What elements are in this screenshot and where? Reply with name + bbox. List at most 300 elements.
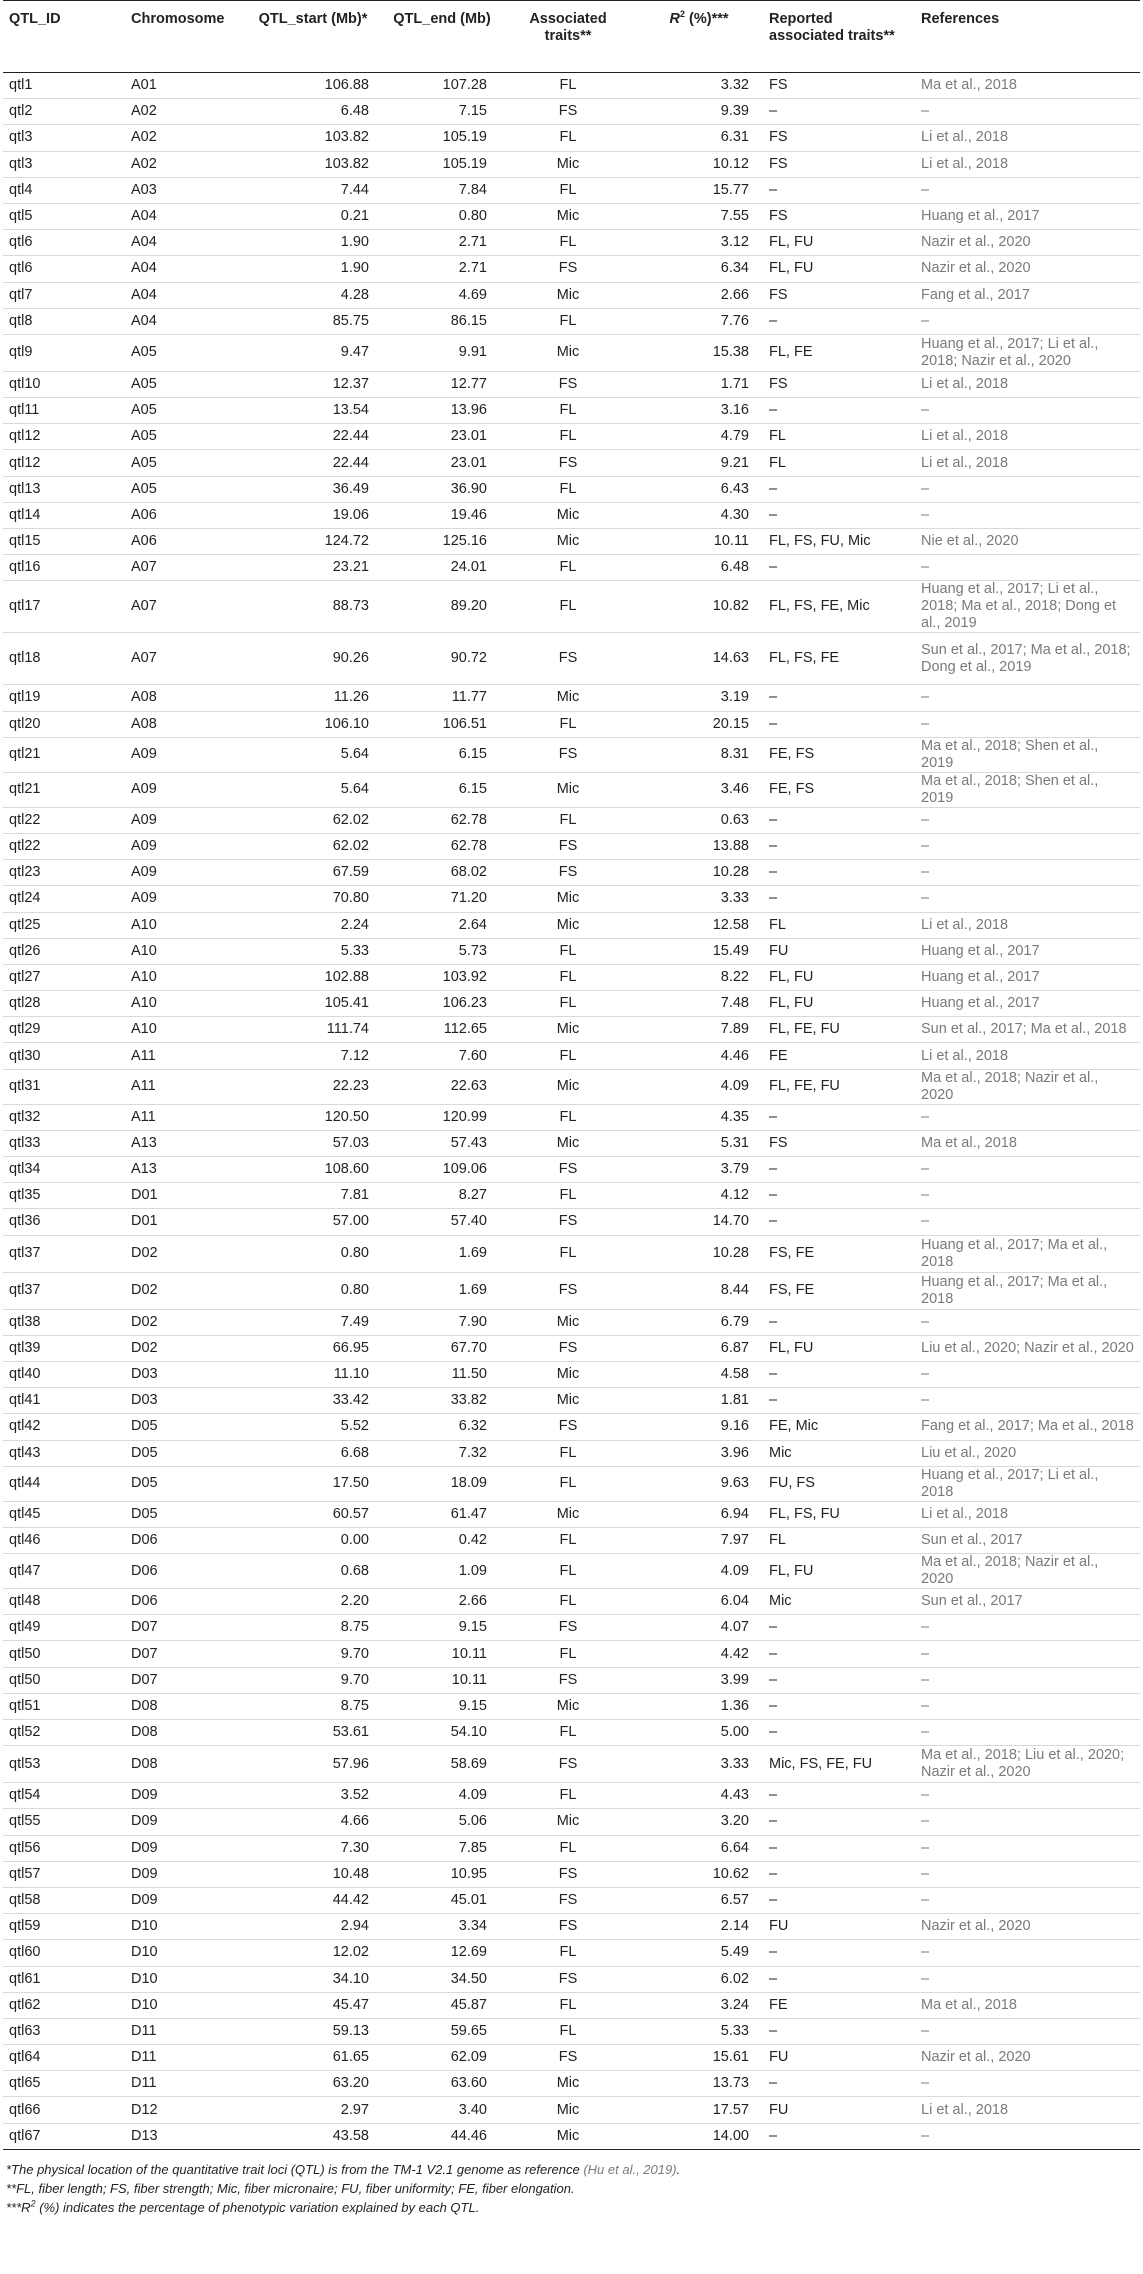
cell-associated-traits: FS	[501, 1414, 635, 1440]
cell-associated-traits: FL	[501, 1940, 635, 1966]
cell-qtl-end: 62.78	[383, 807, 501, 833]
cell-references[interactable]: Huang et al., 2017	[915, 203, 1140, 229]
cell-references: –	[915, 2071, 1140, 2097]
cell-reported-traits: FL, FU	[763, 964, 915, 990]
cell-associated-traits: FS	[501, 1157, 635, 1183]
cell-qtl-end: 7.32	[383, 1440, 501, 1466]
cell-references[interactable]: Nazir et al., 2020	[915, 230, 1140, 256]
cell-chromosome: A10	[125, 1017, 243, 1043]
cell-qtl-start: 8.75	[243, 1693, 383, 1719]
cell-references[interactable]: Sun et al., 2017	[915, 1589, 1140, 1615]
cell-associated-traits: Mic	[501, 2123, 635, 2149]
cell-references[interactable]: Li et al., 2018	[915, 125, 1140, 151]
cell-references[interactable]: Li et al., 2018	[915, 1043, 1140, 1069]
cell-reported-traits: –	[763, 1615, 915, 1641]
cell-qtl-start: 59.13	[243, 2018, 383, 2044]
table-row	[3, 1017, 1140, 1043]
cell-references: –	[915, 1966, 1140, 1992]
cell-chromosome: A04	[125, 203, 243, 229]
cell-r2: 3.33	[635, 1746, 763, 1783]
cell-qtl-id: qtl28	[3, 991, 125, 1017]
cell-references[interactable]: Sun et al., 2017	[915, 1527, 1140, 1553]
cell-references: –	[915, 1361, 1140, 1387]
cell-reported-traits: FL, FU	[763, 991, 915, 1017]
cell-associated-traits: Mic	[501, 282, 635, 308]
cell-associated-traits: Mic	[501, 1388, 635, 1414]
cell-qtl-id: qtl17	[3, 581, 125, 633]
cell-chromosome: A04	[125, 308, 243, 334]
cell-r2: 13.88	[635, 833, 763, 859]
cell-qtl-start: 2.94	[243, 1914, 383, 1940]
cell-chromosome: A09	[125, 772, 243, 807]
cell-associated-traits: FL	[501, 711, 635, 737]
table-row	[3, 1746, 1140, 1783]
table-row	[3, 1272, 1140, 1309]
cell-qtl-id: qtl46	[3, 1527, 125, 1553]
cell-chromosome: A02	[125, 99, 243, 125]
cell-references: –	[915, 860, 1140, 886]
table-row	[3, 1235, 1140, 1272]
table-row	[3, 99, 1140, 125]
cell-qtl-start: 66.95	[243, 1335, 383, 1361]
cell-references[interactable]: Fang et al., 2017	[915, 282, 1140, 308]
cell-r2: 3.12	[635, 230, 763, 256]
table-row	[3, 1130, 1140, 1156]
cell-references: –	[915, 1693, 1140, 1719]
cell-chromosome: A05	[125, 334, 243, 371]
cell-qtl-end: 2.71	[383, 256, 501, 282]
cell-references[interactable]: Liu et al., 2020	[915, 1440, 1140, 1466]
cell-associated-traits: FS	[501, 1667, 635, 1693]
cell-references: –	[915, 1861, 1140, 1887]
cell-r2: 2.66	[635, 282, 763, 308]
cell-qtl-end: 109.06	[383, 1157, 501, 1183]
cell-reported-traits: –	[763, 833, 915, 859]
cell-qtl-start: 57.00	[243, 1209, 383, 1235]
cell-associated-traits: FS	[501, 1746, 635, 1783]
header-reported-traits: Reported associated traits**	[763, 1, 915, 73]
cell-references[interactable]: Li et al., 2018	[915, 2097, 1140, 2123]
cell-qtl-end: 11.50	[383, 1361, 501, 1387]
cell-qtl-start: 5.33	[243, 938, 383, 964]
table-row	[3, 308, 1140, 334]
cell-reported-traits: –	[763, 1693, 915, 1719]
cell-qtl-start: 4.66	[243, 1809, 383, 1835]
cell-reported-traits: –	[763, 711, 915, 737]
cell-r2: 15.77	[635, 177, 763, 203]
cell-reported-traits: –	[763, 1835, 915, 1861]
cell-associated-traits: FS	[501, 1914, 635, 1940]
cell-chromosome: D03	[125, 1388, 243, 1414]
cell-qtl-id: qtl50	[3, 1667, 125, 1693]
cell-qtl-start: 11.10	[243, 1361, 383, 1387]
cell-references[interactable]: Li et al., 2018	[915, 1501, 1140, 1527]
header-associated-traits: Associated traits**	[501, 1, 635, 73]
cell-r2: 14.63	[635, 633, 763, 685]
cell-associated-traits: FL	[501, 1235, 635, 1272]
cell-reported-traits: –	[763, 555, 915, 581]
cell-associated-traits: FL	[501, 1641, 635, 1667]
header-row	[3, 1, 1140, 73]
header-r2-letter: R	[669, 11, 680, 27]
table-row	[3, 73, 1140, 99]
cell-reported-traits: FL	[763, 424, 915, 450]
cell-references[interactable]: Ma et al., 2018; Shen et al., 2019	[915, 737, 1140, 772]
cell-reported-traits: –	[763, 1388, 915, 1414]
cell-qtl-id: qtl18	[3, 633, 125, 685]
cell-chromosome: D12	[125, 2097, 243, 2123]
cell-references[interactable]: Ma et al., 2018; Liu et al., 2020; Nazir et al., 2020	[915, 1746, 1140, 1783]
footnote-3-prefix: ***R	[6, 2199, 31, 2215]
cell-qtl-start: 22.44	[243, 450, 383, 476]
footnote-1-end: .	[676, 2161, 681, 2177]
cell-r2: 10.28	[635, 860, 763, 886]
cell-references: –	[915, 555, 1140, 581]
cell-references[interactable]: Ma et al., 2018	[915, 73, 1140, 99]
cell-chromosome: A03	[125, 177, 243, 203]
cell-qtl-id: qtl55	[3, 1809, 125, 1835]
cell-reported-traits: –	[763, 2018, 915, 2044]
cell-qtl-end: 125.16	[383, 529, 501, 555]
cell-qtl-start: 0.21	[243, 203, 383, 229]
cell-qtl-id: qtl42	[3, 1414, 125, 1440]
cell-qtl-end: 1.69	[383, 1235, 501, 1272]
cell-associated-traits: FL	[501, 991, 635, 1017]
cell-references: –	[915, 1720, 1140, 1746]
cell-associated-traits: FS	[501, 860, 635, 886]
cell-references: –	[915, 398, 1140, 424]
cell-associated-traits: Mic	[501, 151, 635, 177]
cell-qtl-end: 0.80	[383, 203, 501, 229]
cell-chromosome: D01	[125, 1209, 243, 1235]
cell-reported-traits: FL, FS, FE	[763, 633, 915, 685]
cell-r2: 8.31	[635, 737, 763, 772]
cell-reported-traits: FU, FS	[763, 1466, 915, 1501]
cell-qtl-start: 7.81	[243, 1183, 383, 1209]
cell-r2: 4.07	[635, 1615, 763, 1641]
cell-qtl-id: qtl32	[3, 1104, 125, 1130]
cell-references[interactable]: Li et al., 2018	[915, 424, 1140, 450]
table-row	[3, 1835, 1140, 1861]
cell-references[interactable]: Huang et al., 2017; Ma et al., 2018	[915, 1272, 1140, 1309]
cell-references[interactable]: Huang et al., 2017; Li et al., 2018; Nazir et al., 2020	[915, 334, 1140, 371]
footnote-3-text: (%) indicates the percentage of phenotypic variation explained by each QTL.	[35, 2199, 480, 2215]
cell-references[interactable]: Nazir et al., 2020	[915, 1914, 1140, 1940]
cell-r2: 3.79	[635, 1157, 763, 1183]
cell-qtl-start: 67.59	[243, 860, 383, 886]
cell-associated-traits: FL	[501, 1835, 635, 1861]
cell-references[interactable]: Ma et al., 2018; Nazir et al., 2020	[915, 1554, 1140, 1589]
table-row	[3, 1361, 1140, 1387]
table-footnotes	[3, 2150, 1140, 2217]
cell-references[interactable]: Huang et al., 2017; Ma et al., 2018	[915, 1235, 1140, 1272]
cell-qtl-start: 108.60	[243, 1157, 383, 1183]
cell-qtl-start: 8.75	[243, 1615, 383, 1641]
cell-qtl-end: 10.11	[383, 1641, 501, 1667]
cell-reported-traits: FL	[763, 912, 915, 938]
cell-reported-traits: FS	[763, 125, 915, 151]
cell-qtl-id: qtl30	[3, 1043, 125, 1069]
cell-references[interactable]: Ma et al., 2018; Shen et al., 2019	[915, 772, 1140, 807]
cell-chromosome: A13	[125, 1157, 243, 1183]
cell-r2: 10.11	[635, 529, 763, 555]
cell-references[interactable]: Nazir et al., 2020	[915, 2045, 1140, 2071]
cell-qtl-start: 43.58	[243, 2123, 383, 2149]
cell-reported-traits: –	[763, 1183, 915, 1209]
header-chromosome: Chromosome	[125, 1, 243, 73]
table-row	[3, 886, 1140, 912]
cell-qtl-end: 0.42	[383, 1527, 501, 1553]
cell-r2: 15.61	[635, 2045, 763, 2071]
cell-associated-traits: FS	[501, 1966, 635, 1992]
cell-qtl-id: qtl65	[3, 2071, 125, 2097]
cell-qtl-end: 105.19	[383, 151, 501, 177]
cell-chromosome: D08	[125, 1693, 243, 1719]
table-row	[3, 371, 1140, 397]
table-row	[3, 1914, 1140, 1940]
table-row	[3, 555, 1140, 581]
cell-qtl-end: 90.72	[383, 633, 501, 685]
cell-qtl-end: 10.95	[383, 1861, 501, 1887]
cell-associated-traits: FS	[501, 1272, 635, 1309]
cell-qtl-start: 63.20	[243, 2071, 383, 2097]
cell-r2: 9.16	[635, 1414, 763, 1440]
cell-r2: 6.43	[635, 476, 763, 502]
cell-associated-traits: FL	[501, 1043, 635, 1069]
cell-references[interactable]: Huang et al., 2017	[915, 991, 1140, 1017]
cell-references[interactable]: Liu et al., 2020; Nazir et al., 2020	[915, 1335, 1140, 1361]
table-row	[3, 938, 1140, 964]
table-row	[3, 1069, 1140, 1104]
cell-qtl-id: qtl49	[3, 1615, 125, 1641]
cell-associated-traits: FS	[501, 450, 635, 476]
cell-qtl-end: 59.65	[383, 2018, 501, 2044]
cell-chromosome: A10	[125, 991, 243, 1017]
cell-associated-traits: FL	[501, 2018, 635, 2044]
cell-references[interactable]: Nazir et al., 2020	[915, 256, 1140, 282]
cell-associated-traits: FL	[501, 581, 635, 633]
cell-references: –	[915, 1667, 1140, 1693]
cell-chromosome: D08	[125, 1746, 243, 1783]
footnote-1-citation-link[interactable]: (Hu et al., 2019)	[583, 2161, 677, 2177]
cell-references: –	[915, 1615, 1140, 1641]
cell-chromosome: D05	[125, 1466, 243, 1501]
table-row	[3, 711, 1140, 737]
cell-references: –	[915, 833, 1140, 859]
cell-r2: 4.43	[635, 1783, 763, 1809]
cell-qtl-end: 3.34	[383, 1914, 501, 1940]
table-row	[3, 1693, 1140, 1719]
cell-references[interactable]: Ma et al., 2018	[915, 1992, 1140, 2018]
cell-references[interactable]: Sun et al., 2017; Ma et al., 2018; Dong et al., 2019	[915, 633, 1140, 685]
cell-chromosome: D07	[125, 1641, 243, 1667]
cell-references[interactable]: Nie et al., 2020	[915, 529, 1140, 555]
table-row	[3, 1809, 1140, 1835]
cell-associated-traits: Mic	[501, 334, 635, 371]
cell-qtl-id: qtl25	[3, 912, 125, 938]
cell-reported-traits: –	[763, 1809, 915, 1835]
cell-r2: 15.49	[635, 938, 763, 964]
cell-r2: 1.81	[635, 1388, 763, 1414]
cell-associated-traits: Mic	[501, 1361, 635, 1387]
cell-references[interactable]: Huang et al., 2017; Li et al., 2018	[915, 1466, 1140, 1501]
table-row	[3, 1183, 1140, 1209]
cell-reported-traits: –	[763, 502, 915, 528]
cell-references[interactable]: Li et al., 2018	[915, 912, 1140, 938]
cell-reported-traits: –	[763, 476, 915, 502]
cell-reported-traits: FL, FE, FU	[763, 1069, 915, 1104]
qtl-table	[3, 0, 1140, 2150]
cell-qtl-start: 12.37	[243, 371, 383, 397]
cell-references: –	[915, 1783, 1140, 1809]
cell-r2: 8.22	[635, 964, 763, 990]
cell-qtl-end: 5.06	[383, 1809, 501, 1835]
cell-r2: 3.99	[635, 1667, 763, 1693]
cell-qtl-end: 45.87	[383, 1992, 501, 2018]
cell-qtl-end: 7.60	[383, 1043, 501, 1069]
cell-reported-traits: FL, FE, FU	[763, 1017, 915, 1043]
cell-references[interactable]: Ma et al., 2018	[915, 1130, 1140, 1156]
header-qtl-end: QTL_end (Mb)	[383, 1, 501, 73]
cell-chromosome: D08	[125, 1720, 243, 1746]
cell-r2: 7.76	[635, 308, 763, 334]
cell-chromosome: A09	[125, 860, 243, 886]
cell-chromosome: A10	[125, 964, 243, 990]
cell-references[interactable]: Fang et al., 2017; Ma et al., 2018	[915, 1414, 1140, 1440]
cell-qtl-end: 4.09	[383, 1783, 501, 1809]
cell-qtl-end: 67.70	[383, 1335, 501, 1361]
cell-qtl-end: 4.69	[383, 282, 501, 308]
table-row	[3, 1641, 1140, 1667]
cell-qtl-end: 11.77	[383, 685, 501, 711]
cell-references[interactable]: Huang et al., 2017	[915, 964, 1140, 990]
table-row	[3, 334, 1140, 371]
cell-references[interactable]: Li et al., 2018	[915, 371, 1140, 397]
cell-r2: 4.09	[635, 1069, 763, 1104]
cell-r2: 10.82	[635, 581, 763, 633]
cell-qtl-id: qtl3	[3, 125, 125, 151]
table-row	[3, 991, 1140, 1017]
cell-qtl-start: 88.73	[243, 581, 383, 633]
cell-chromosome: D09	[125, 1835, 243, 1861]
cell-chromosome: D05	[125, 1440, 243, 1466]
cell-qtl-start: 111.74	[243, 1017, 383, 1043]
cell-qtl-id: qtl60	[3, 1940, 125, 1966]
cell-associated-traits: FL	[501, 1104, 635, 1130]
cell-qtl-id: qtl61	[3, 1966, 125, 1992]
cell-references: –	[915, 308, 1140, 334]
cell-r2: 3.24	[635, 1992, 763, 2018]
cell-reported-traits: FS, FE	[763, 1272, 915, 1309]
cell-chromosome: D10	[125, 1992, 243, 2018]
cell-qtl-start: 45.47	[243, 1992, 383, 2018]
cell-qtl-start: 0.00	[243, 1527, 383, 1553]
cell-reported-traits: –	[763, 1966, 915, 1992]
cell-r2: 3.19	[635, 685, 763, 711]
cell-associated-traits: FS	[501, 1861, 635, 1887]
cell-qtl-id: qtl39	[3, 1335, 125, 1361]
cell-chromosome: A06	[125, 502, 243, 528]
cell-r2: 6.02	[635, 1966, 763, 1992]
cell-references[interactable]: Sun et al., 2017; Ma et al., 2018	[915, 1017, 1140, 1043]
cell-qtl-start: 103.82	[243, 151, 383, 177]
footnote-1	[6, 2160, 1137, 2179]
cell-associated-traits: FL	[501, 177, 635, 203]
table-row	[3, 1992, 1140, 2018]
cell-references[interactable]: Ma et al., 2018; Nazir et al., 2020	[915, 1069, 1140, 1104]
cell-qtl-end: 45.01	[383, 1887, 501, 1913]
cell-chromosome: D10	[125, 1940, 243, 1966]
cell-qtl-end: 112.65	[383, 1017, 501, 1043]
cell-reported-traits: –	[763, 1361, 915, 1387]
cell-associated-traits: FL	[501, 807, 635, 833]
cell-qtl-end: 2.71	[383, 230, 501, 256]
table-row	[3, 737, 1140, 772]
cell-qtl-id: qtl22	[3, 833, 125, 859]
cell-qtl-id: qtl14	[3, 502, 125, 528]
cell-r2: 5.00	[635, 1720, 763, 1746]
cell-reported-traits: –	[763, 308, 915, 334]
cell-qtl-end: 44.46	[383, 2123, 501, 2149]
cell-reported-traits: FS	[763, 73, 915, 99]
table-row	[3, 1589, 1140, 1615]
cell-reported-traits: –	[763, 1104, 915, 1130]
cell-r2: 3.96	[635, 1440, 763, 1466]
table-row	[3, 1309, 1140, 1335]
cell-reported-traits: FE	[763, 1043, 915, 1069]
table-row	[3, 1388, 1140, 1414]
table-row	[3, 2045, 1140, 2071]
cell-references[interactable]: Li et al., 2018	[915, 151, 1140, 177]
cell-qtl-id: qtl51	[3, 1693, 125, 1719]
cell-qtl-start: 106.10	[243, 711, 383, 737]
cell-qtl-id: qtl52	[3, 1720, 125, 1746]
cell-chromosome: A04	[125, 256, 243, 282]
cell-references: –	[915, 502, 1140, 528]
cell-references: –	[915, 99, 1140, 125]
cell-qtl-end: 2.64	[383, 912, 501, 938]
cell-reported-traits: FE, Mic	[763, 1414, 915, 1440]
cell-qtl-end: 54.10	[383, 1720, 501, 1746]
cell-r2: 5.31	[635, 1130, 763, 1156]
table-row	[3, 633, 1140, 685]
cell-qtl-id: qtl2	[3, 99, 125, 125]
cell-reported-traits: FE	[763, 1992, 915, 2018]
cell-references[interactable]: Li et al., 2018	[915, 450, 1140, 476]
cell-associated-traits: Mic	[501, 203, 635, 229]
cell-qtl-end: 23.01	[383, 424, 501, 450]
cell-qtl-start: 106.88	[243, 73, 383, 99]
footnote-2: **FL, fiber length; FS, fiber strength; Mic, fiber micronaire; FU, fiber uniformity; FE, fiber elongation.	[6, 2180, 575, 2196]
cell-qtl-start: 62.02	[243, 833, 383, 859]
cell-qtl-end: 18.09	[383, 1466, 501, 1501]
cell-qtl-id: qtl64	[3, 2045, 125, 2071]
cell-reported-traits: –	[763, 1667, 915, 1693]
cell-chromosome: D05	[125, 1501, 243, 1527]
cell-associated-traits: FS	[501, 371, 635, 397]
cell-qtl-end: 2.66	[383, 1589, 501, 1615]
header-references: References	[915, 1, 1140, 73]
cell-qtl-end: 107.28	[383, 73, 501, 99]
cell-chromosome: D13	[125, 2123, 243, 2149]
cell-associated-traits: FL	[501, 1992, 635, 2018]
cell-references[interactable]: Huang et al., 2017; Li et al., 2018; Ma et al., 2018; Dong et al., 2019	[915, 581, 1140, 633]
cell-references[interactable]: Huang et al., 2017	[915, 938, 1140, 964]
cell-associated-traits: Mic	[501, 502, 635, 528]
cell-associated-traits: FL	[501, 476, 635, 502]
cell-qtl-end: 9.15	[383, 1615, 501, 1641]
cell-qtl-end: 3.40	[383, 2097, 501, 2123]
